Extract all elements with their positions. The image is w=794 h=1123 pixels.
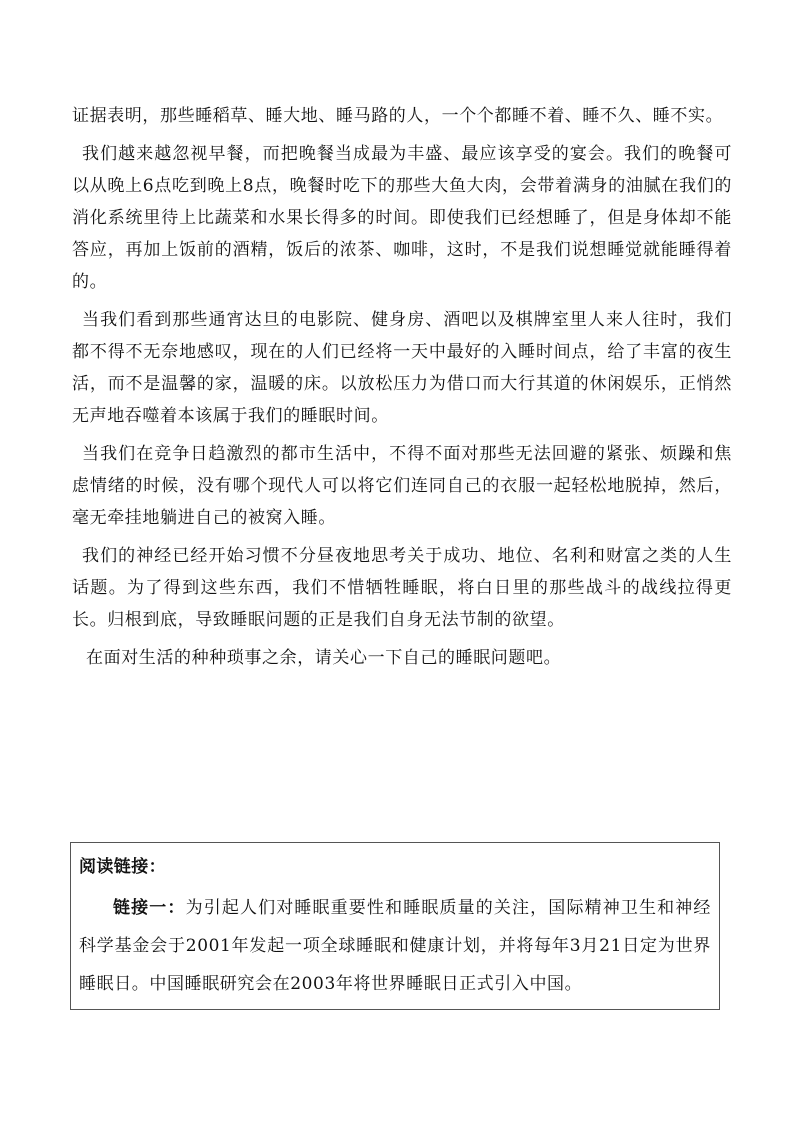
reading-link-item [79, 889, 711, 1003]
paragraph: 在面对生活的种种琐事之余，请关心一下自己的睡眠问题吧。 [86, 648, 562, 668]
reading-link-title: 阅读链接： [79, 857, 166, 877]
paragraph: 当我们在竞争日趋激烈的都市生活中，不得不面对那些无法回避的紧张、烦躁和焦虑情绪的时候，没有哪个现代人可以将它们连同自己的衣服一起轻松地脱掉，然后，毫无牵挂地躺进自己的被窝入睡。 [72, 444, 732, 528]
reading-link-box [70, 842, 720, 1010]
paragraph: 证据表明，那些睡稻草、睡大地、睡马路的人，一个个都睡不着、睡不久、睡不实。 [72, 106, 724, 126]
document-body [72, 96, 732, 674]
paragraph: 我们的神经已经开始习惯不分昼夜地思考关于成功、地位、名利和财富之类的人生话题。为了得到这些东西，我们不惜牺牲睡眠，将白日里的那些战斗的战线拉得更长。归根到底，导致睡眠问题的正是我们自身无法节制的欲望。 [72, 546, 732, 630]
paragraph: 我们越来越忽视早餐，而把晚餐当成最为丰盛、最应该享受的宴会。我们的晚餐可以从晚上6点吃到晚上8点，晚餐时吃下的那些大鱼大肉，会带着满身的油腻在我们的消化系统里待上比蔬菜和水果长得多的时间。即使我们已经想睡了，但是身体却不能答应，再加上饭前的酒精，饭后的浓茶、咖啡，这时，不是我们说想睡觉就能睡得着的。 [72, 144, 732, 292]
link-label: 链接一： [113, 898, 186, 918]
paragraph: 当我们看到那些通宵达旦的电影院、健身房、酒吧以及棋牌室里人来人往时，我们都不得不无奈地感叹，现在的人们已经将一天中最好的入睡时间点，给了丰富的夜生活，而不是温馨的家，温暖的床。以放松压力为借口而大行其道的休闲娱乐，正悄然无声地吞噬着本该属于我们的睡眠时间。 [72, 310, 732, 426]
link-text: 为引起人们对睡眠重要性和睡眠质量的关注，国际精神卫生和神经科学基金会于2001年发起一项全球睡眠和健康计划，并将每年3月21日定为世界睡眠日。中国睡眠研究会在2003年将世界睡眠日正式引入中国。 [79, 898, 711, 994]
